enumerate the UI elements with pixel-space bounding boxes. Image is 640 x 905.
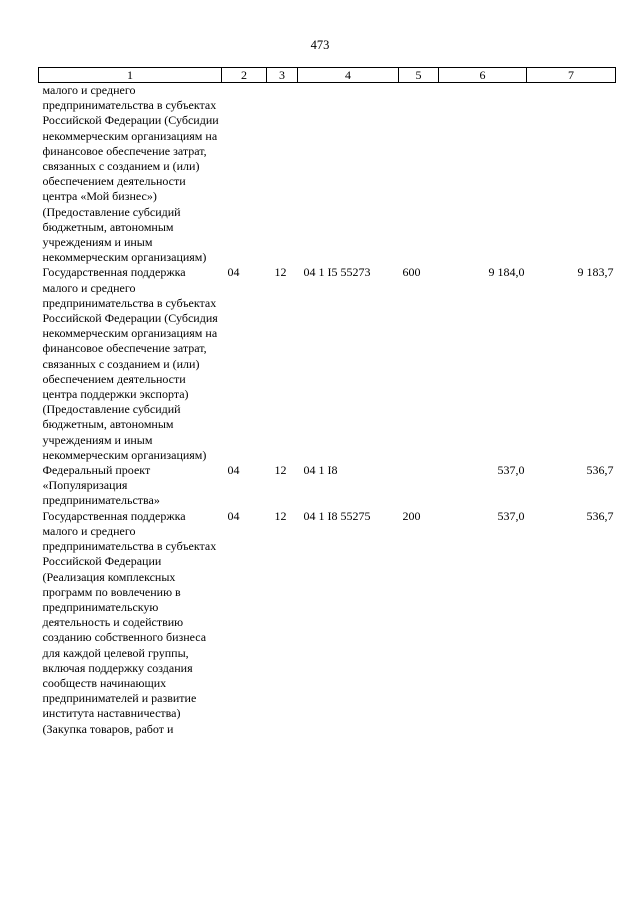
header-col-1: 1 — [39, 68, 222, 83]
row-amount-plan — [439, 83, 527, 266]
row-subsection: 12 — [274, 265, 287, 280]
row-amount-exec: 536,7 — [586, 508, 614, 523]
row-expense-type — [399, 463, 439, 509]
table-row — [39, 83, 616, 266]
header-col-7: 7 — [527, 68, 616, 83]
header-col-2: 2 — [222, 68, 267, 83]
header-row — [39, 68, 616, 83]
row-target-code: 04 1 I5 55273 — [303, 265, 371, 280]
row-subsection: 12 — [274, 463, 287, 478]
row-section: 04 — [227, 265, 240, 280]
row-amount-exec: 9 183,7 — [577, 265, 614, 280]
row-name: Государственная поддержка малого и среднего предпринимательства в субъектах Российской Федерации (Субсидия некоммерческим организациям на финансовое обеспечение затрат, связанных с созданием и (или) обеспечением деятельности центра поддержки экспорта) (Предоставление субсидий бюджетным, автономным учреждениям и иным некоммерческим организациям) — [42, 265, 218, 462]
row-section: 04 — [227, 508, 240, 523]
row-subsection: 12 — [274, 508, 287, 523]
page-number: 473 — [310, 38, 330, 52]
table-row — [39, 463, 616, 509]
budget-table — [38, 67, 616, 737]
row-expense-type: 600 — [402, 265, 421, 280]
row-expense-type: 200 — [402, 508, 421, 523]
row-amount-plan: 537,0 — [497, 508, 525, 523]
row-amount-plan: 9 184,0 — [488, 265, 525, 280]
row-amount-exec — [527, 83, 616, 266]
row-name: Государственная поддержка малого и среднего предпринимательства в субъектах Российской Федерации (Реализация комплексных программ по вовлечению в предпринимательскую деятельность и содействию созданию собственного бизнеса для каждой целевой группы, включая поддержку создания сообществ начинающих предпринимателей и развитие института наставничества) (Закупка товаров, работ и — [42, 508, 217, 736]
row-target-code: 04 1 I8 55275 — [303, 508, 371, 523]
row-expense-type — [399, 83, 439, 266]
row-name: малого и среднего предпринимательства в субъектах Российской Федерации (Субсидии некоммерческим организациям на финансовое обеспечение затрат, связанных с созданием и (или) обеспечением деятельности центра «Мой бизнес») (Предоставление субсидий бюджетным, автономным учреждениям и иным некоммерческим организациям) — [42, 83, 219, 265]
table-row — [39, 509, 616, 737]
header-col-5: 5 — [399, 68, 439, 83]
header-col-3: 3 — [267, 68, 298, 83]
row-amount-plan: 537,0 — [497, 463, 525, 478]
row-target-code: 04 1 I8 — [303, 463, 338, 478]
row-section — [222, 83, 267, 266]
row-target-code — [298, 83, 399, 266]
row-name: Федеральный проект «Популяризация предпринимательства» — [42, 463, 160, 508]
row-section: 04 — [227, 463, 240, 478]
row-amount-exec: 536,7 — [586, 463, 614, 478]
table-row — [39, 265, 616, 463]
row-subsection — [267, 83, 298, 266]
header-col-4: 4 — [298, 68, 399, 83]
header-col-6: 6 — [439, 68, 527, 83]
